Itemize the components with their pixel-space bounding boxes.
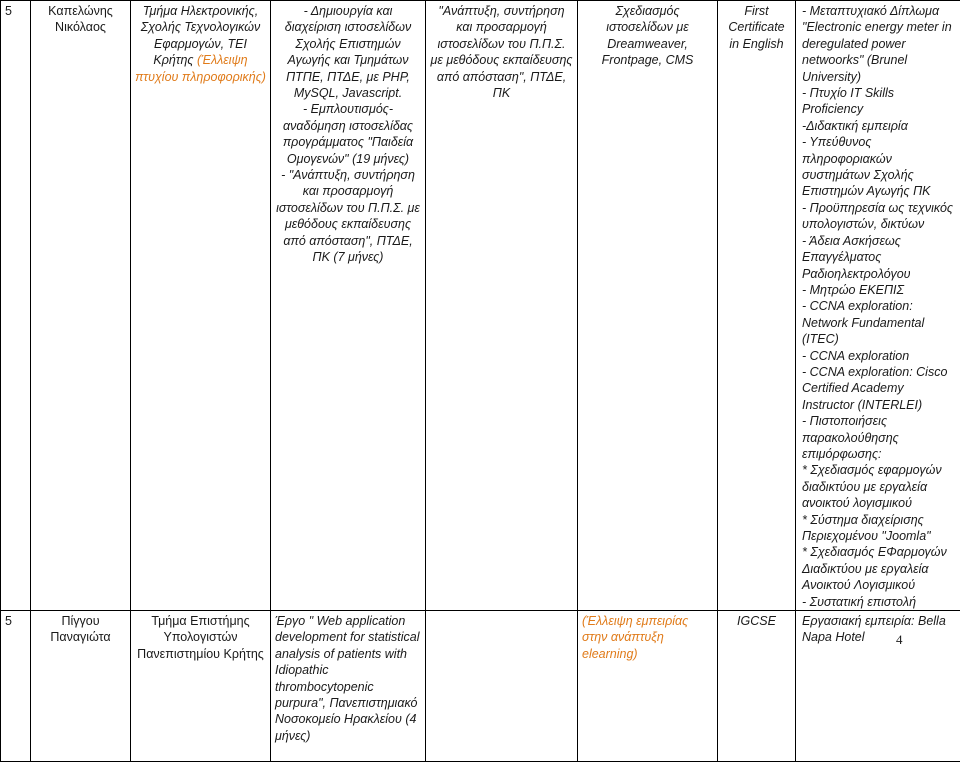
degree-note: (Έλλειψη πτυχίου πληροφορικής) bbox=[135, 53, 266, 83]
table-row bbox=[1, 611, 960, 762]
page-number: 4 bbox=[896, 632, 903, 648]
related-experience-cell bbox=[426, 611, 578, 762]
skills-cell: Σχεδιασμός ιστοσελίδων με Dreamweaver, Frontpage, CMS bbox=[578, 1, 718, 611]
row-number: 5 bbox=[1, 611, 31, 762]
related-experience-cell: "Ανάπτυξη, συντήρηση και προσαρμογή ιστοσελίδων του Π.Π.Σ. με μεθόδους εκπαίδευσης από απόσταση", ΠΤΔΕ, ΠΚ bbox=[426, 1, 578, 611]
applicant-name: Πίγγου Παναγιώτα bbox=[31, 611, 131, 762]
language-cell: IGCSE bbox=[718, 611, 796, 762]
table-row bbox=[1, 1, 960, 611]
degree-text: Τμήμα Ηλεκτρονικής, Σχολής Τεχνολογικών Εφαρμογών, ΤΕΙ Κρήτης bbox=[141, 4, 261, 67]
degree-text: Τμήμα Επιστήμης Υπολογιστών Πανεπιστημίου Κρήτης bbox=[137, 614, 264, 661]
applicant-name: Καπελώνης Νικόλαος bbox=[31, 1, 131, 611]
degree-cell bbox=[131, 611, 271, 762]
experience-cell: - Δημιουργία και διαχείριση ιστοσελίδων Σχολής Επιστημών Αγωγής και Τμημάτων ΠΤΠΕ, ΠΤΔΕ, με PHP, MySQL, Javascript. - Εμπλουτισμός- αναδόμηση ιστοσελίδας προγράμματος "Παιδεία Ομογενών" (19 μήνες) - "Ανάπτυξη, συντήρηση και προσαρμογή ιστοσελίδων του Π.Π.Σ. με μεθόδους εκπαίδευσης από απόσταση", ΠΤΔΕ, ΠΚ (7 μήνες) bbox=[271, 1, 426, 611]
degree-cell bbox=[131, 1, 271, 611]
language-cell: First Certificate in English bbox=[718, 1, 796, 611]
other-qualifications-cell: Εργασιακή εμπειρία: Bella Napa Hotel bbox=[796, 611, 960, 762]
row-number: 5 bbox=[1, 1, 31, 611]
skills-note-cell: (Έλλειψη εμπειρίας στην ανάπτυξη elearning) bbox=[578, 611, 718, 762]
experience-cell: Έργο " Web application development for statistical analysis of patients with Idiopathic thrombocytopenic purpura", Πανεπιστημιακό Νοσοκομείο Ηρακλείου (4 μήνες) bbox=[271, 611, 426, 762]
other-qualifications-cell: - Μεταπτυχιακό Δίπλωμα "Electronic energy meter in deregulated power netwoorks" (Brunel University) - Πτυχίο IT Skills Proficiency -Διδακτική εμπειρία - Υπεύθυνος πληροφοριακών συστημάτων Σχολής Επιστημών Αγωγής ΠΚ - Προϋπηρεσία ως τεχνικός υπολογιστών, δικτύων - Άδεια Ασκήσεως Επαγγέλματος Ραδιοηλεκτρολόγου - Μητρώο ΕΚΕΠΙΣ - CCNA exploration: Network Fundamental (ITEC) - CCNA exploration - CCNA exploration: Cisco Certified Academy Instructor (INTERLEI) - Πιστοποιήσεις παρακολούθησης επιμόρφωσης: * Σχεδιασμός εφαρμογών διαδικτύου με εργαλεία ανοικτού λογισμικού * Σύστημα διαχείρισης Περιεχομένου "Joomla" * Σχεδιασμός ΕΦαρμογών Διαδικτύου με εργαλεία Ανοικτού Λογισμικού - Συστατική επιστολή bbox=[796, 1, 960, 611]
